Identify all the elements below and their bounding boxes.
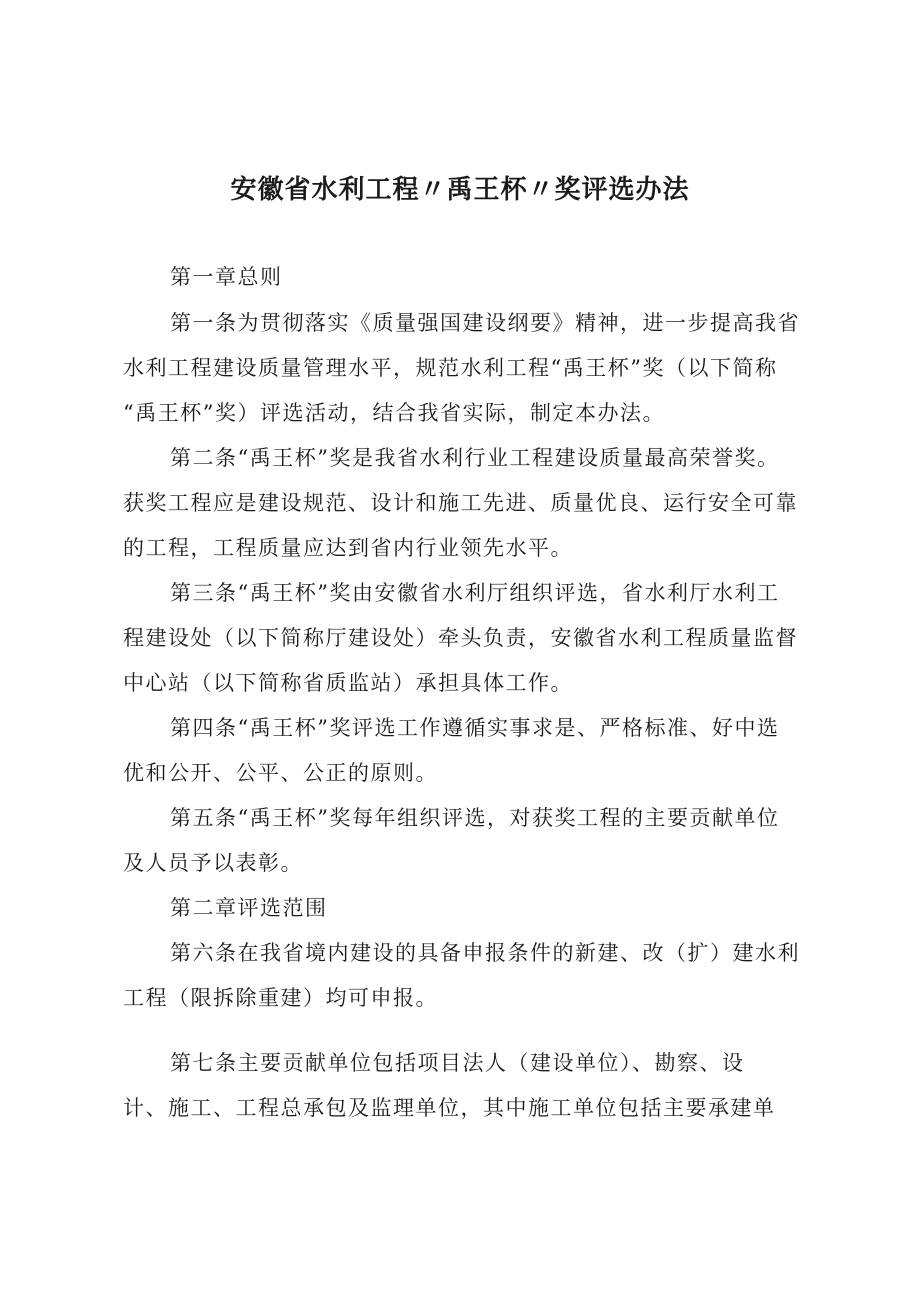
article-3-line-3: 中心站（以下简称省质监站）承担具体工作。 [123, 671, 573, 695]
article-2-line-3: 的工程，工程质量应达到省内行业领先水平。 [123, 536, 573, 560]
article-7-line-2: 计、施工、工程总承包及监理单位，其中施工单位包括主要承建单 [123, 1096, 776, 1120]
article-5-line-2: 及人员予以表彰。 [123, 851, 303, 875]
article-5-line-1: 第五条“禹王杯”奖每年组织评选，对获奖工程的主要贡献单位 [170, 806, 780, 830]
chapter-2-heading: 第二章评选范围 [170, 896, 328, 920]
article-1-line-2: 水利工程建设质量管理水平，规范水利工程“禹王杯”奖（以下简称 [123, 356, 778, 380]
article-4-line-2: 优和公开、公平、公正的原则。 [123, 761, 438, 785]
article-4-line-1: 第四条“禹王杯”奖评选工作遵循实事求是、严格标准、好中选 [170, 716, 780, 740]
document-title: 安徽省水利工程〃禹王杯〃奖评选办法 [230, 175, 690, 205]
article-3-line-1: 第三条“禹王杯”奖由安徽省水利厅组织评选，省水利厅水利工 [170, 581, 780, 605]
article-2-line-1: 第二条“禹王杯”奖是我省水利行业工程建设质量最高荣誉奖。 [170, 446, 780, 470]
article-2-line-2: 获奖工程应是建设规范、设计和施工先进、质量优良、运行安全可靠 [123, 491, 798, 515]
chapter-1-heading: 第一章总则 [170, 265, 283, 289]
article-3-line-2: 程建设处（以下简称厅建设处）牵头负责，安徽省水利工程质量监督 [123, 626, 798, 650]
article-7-line-1: 第七条主要贡献单位包括项目法人（建设单位）、勘察、设 [170, 1051, 745, 1075]
article-6-line-2: 工程（限拆除重建）均可申报。 [123, 986, 438, 1010]
article-1-line-3: “禹王杯”奖）评选活动，结合我省实际，制定本办法。 [123, 401, 665, 425]
article-6-line-1: 第六条在我省境内建设的具备申报条件的新建、改（扩）建水利 [170, 941, 800, 965]
article-1-line-1: 第一条为贯彻落实《质量强国建设纲要》精神，进一步提高我省 [170, 311, 800, 335]
